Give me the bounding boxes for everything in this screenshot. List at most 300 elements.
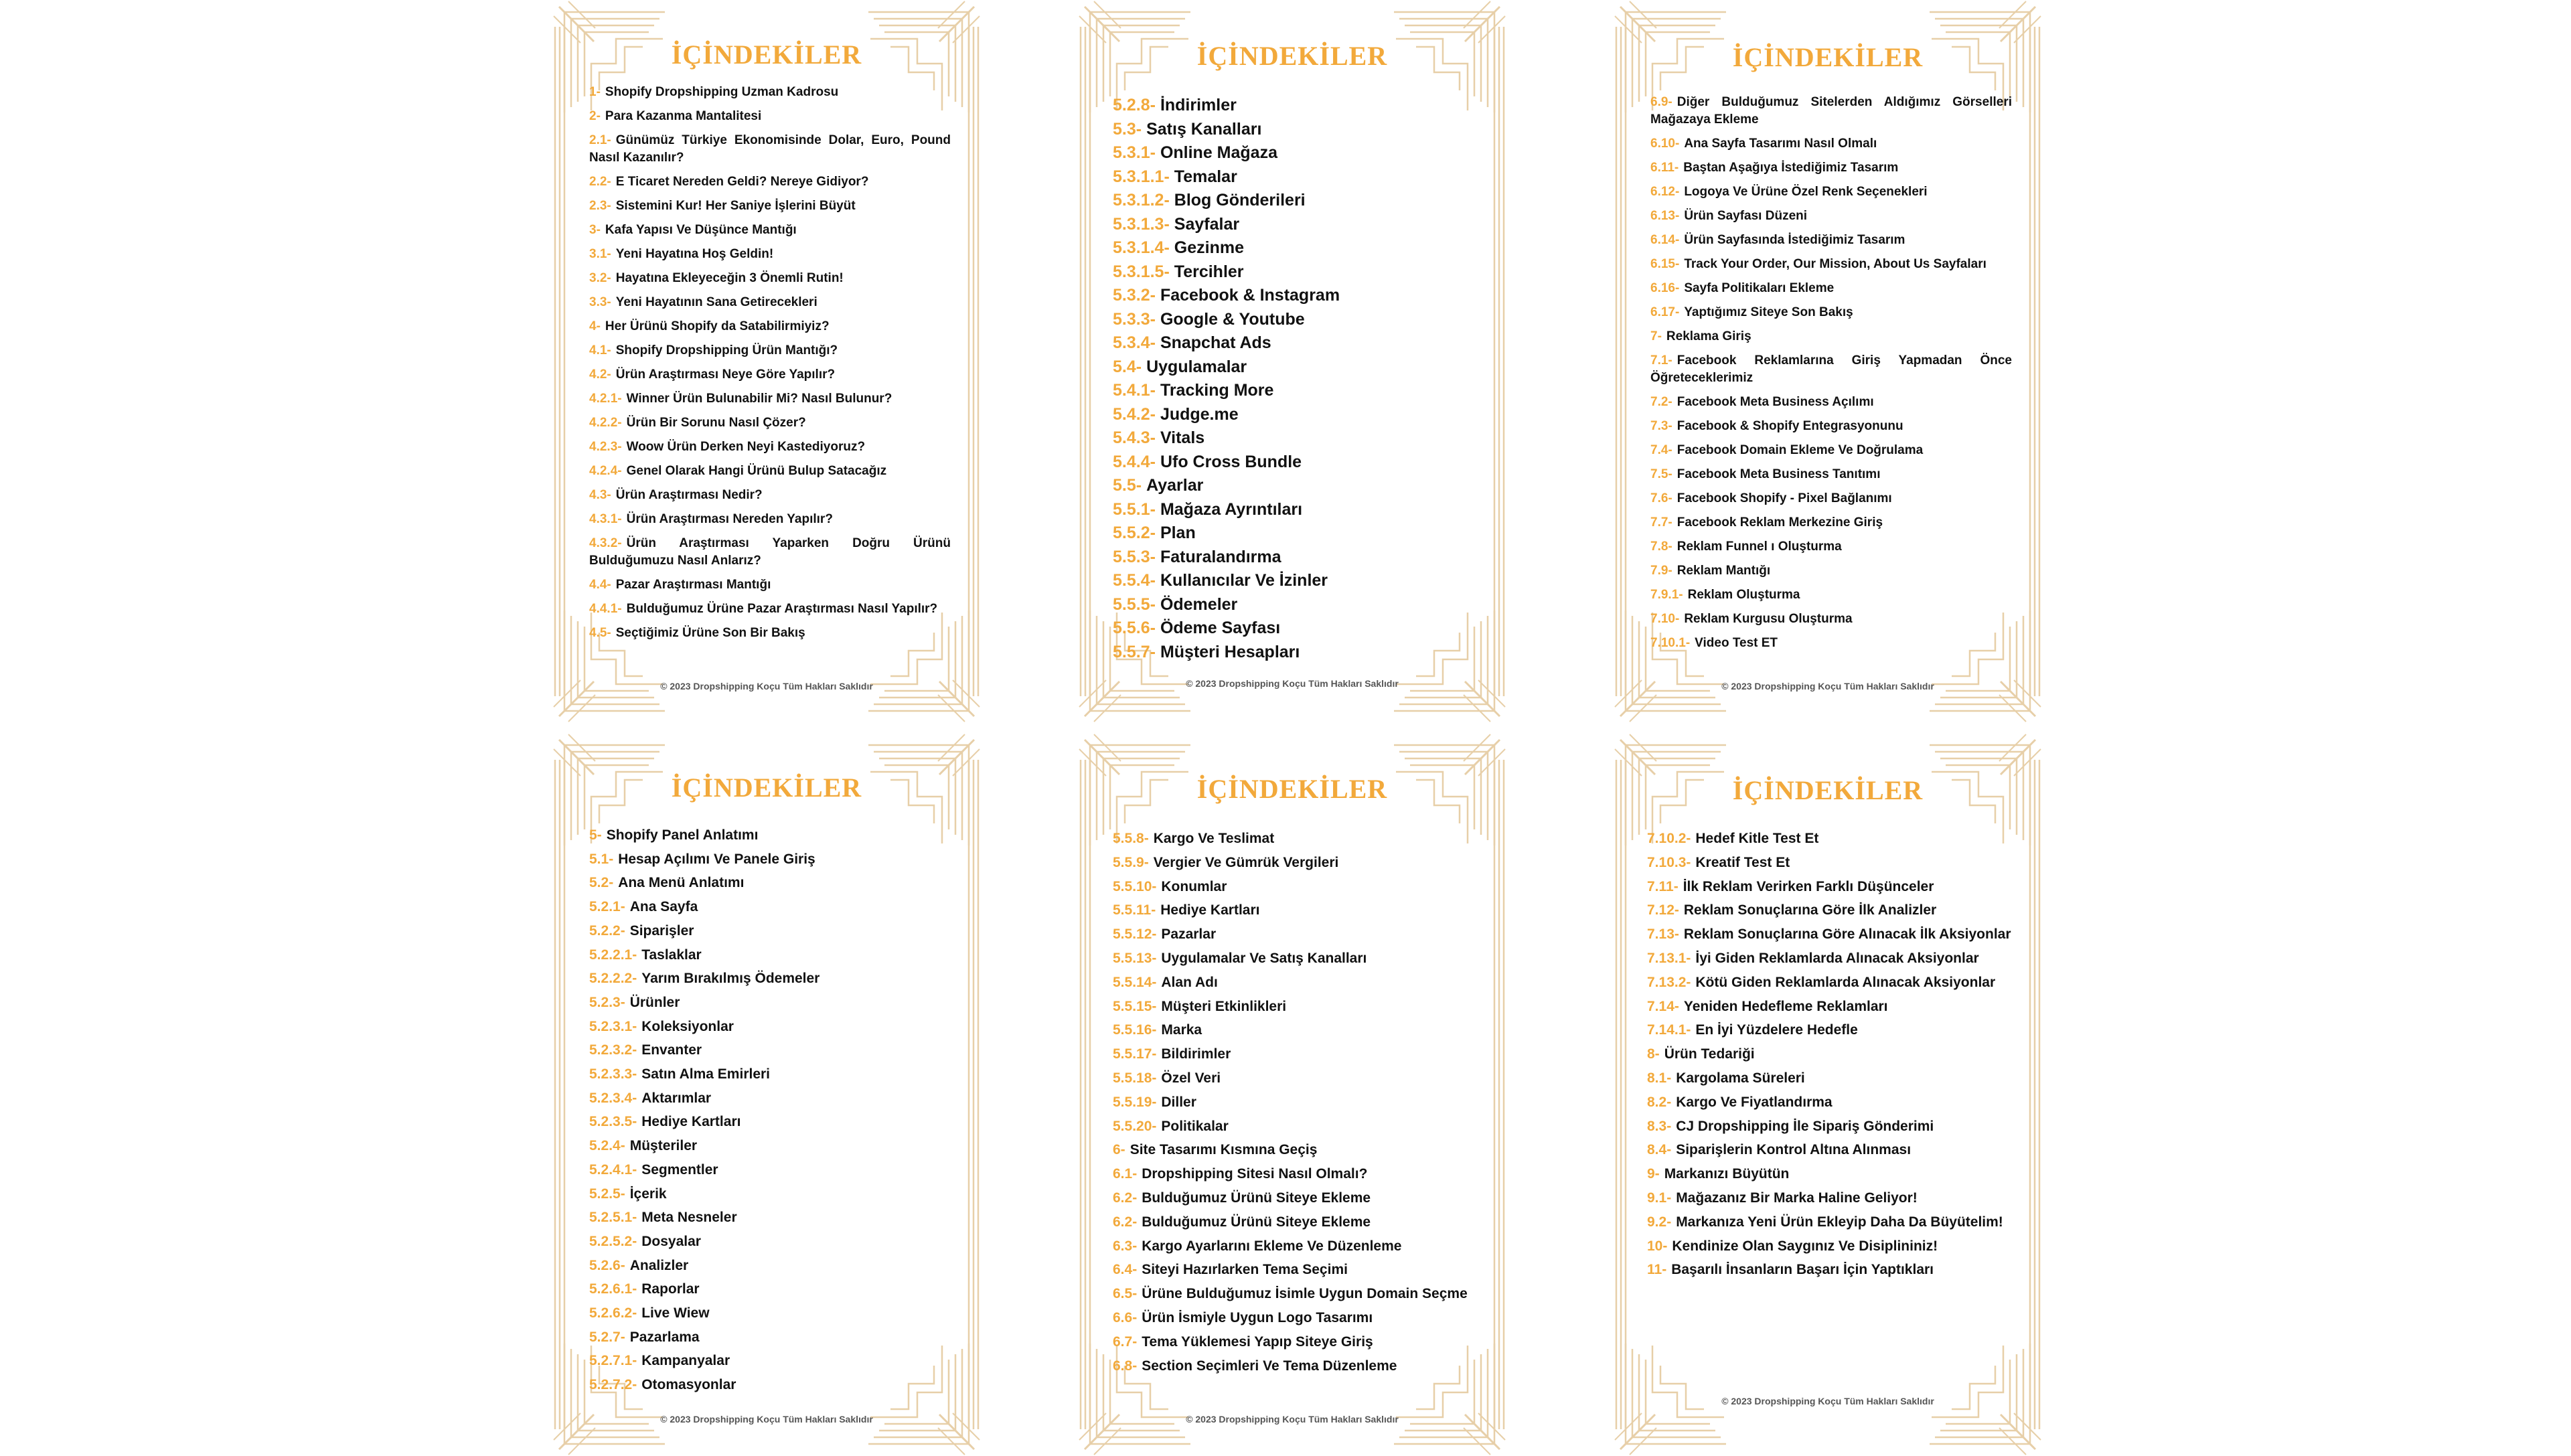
toc-entry (1650, 418, 2012, 435)
toc-entry-number: 8.2- (1647, 1094, 1672, 1110)
toc-entry-number: 2.2- (589, 175, 611, 189)
toc-entry-title: Tema Yüklemesi Yapıp Siteye Giriş (1142, 1333, 1373, 1350)
toc-entry-number: 5.5.15- (1113, 998, 1157, 1014)
toc-entry-title: E Ticaret Nereden Geldi? Nereye Gidiyor? (615, 175, 869, 189)
toc-entry-title: Ürün Tedariği (1664, 1046, 1755, 1062)
toc-entry-title: Ana Menü Anlatımı (618, 875, 745, 891)
toc-entry-title: Kargo Ayarlarını Ekleme Ve Düzenleme (1142, 1238, 1402, 1254)
toc-entry-number: 10- (1647, 1238, 1668, 1254)
toc-entry-number: 3.1- (589, 247, 611, 261)
toc-entry-number: 8.1- (1647, 1070, 1672, 1086)
toc-entry-title: Otomasyonlar (641, 1377, 736, 1393)
toc-entry (1650, 562, 2012, 580)
toc-entry (1113, 1115, 1488, 1139)
toc-entry-title: Bildirimler (1161, 1046, 1231, 1062)
toc-entry (1113, 1282, 1488, 1306)
toc-entry (1113, 1210, 1488, 1234)
toc-entry (589, 871, 951, 895)
toc-entry-number: 5.2.3.2- (589, 1042, 637, 1058)
toc-entry-title: Siparişlerin Kontrol Altına Alınması (1676, 1142, 1912, 1158)
toc-entry (1113, 94, 1474, 118)
toc-entry-number: 5.5- (1113, 476, 1142, 495)
toc-entry-title: Shopify Panel Anlatımı (606, 827, 759, 843)
toc-entry-number: 6- (1113, 1142, 1125, 1158)
toc-entry-title: Müşteriler (629, 1138, 698, 1154)
toc-entry-title: Facebook & Instagram (1160, 286, 1340, 305)
toc-entry-number: 7.1- (1650, 353, 1672, 368)
toc-list (1650, 94, 2012, 659)
contents-page (1078, 0, 1506, 723)
toc-entry-title: Mağaza Ayrıntıları (1160, 499, 1303, 519)
toc-entry-title: Google & Youtube (1160, 309, 1305, 329)
toc-entry-title: Reklam Kurgusu Oluşturma (1684, 612, 1853, 626)
toc-entry-number: 3- (589, 223, 601, 237)
toc-entry-number: 4.2- (589, 368, 611, 382)
toc-entry (1113, 331, 1474, 355)
toc-entry-title: Marka (1161, 1022, 1202, 1038)
toc-entry-number: 4.3- (589, 488, 611, 502)
toc-list (589, 84, 951, 649)
toc-entry (589, 318, 951, 335)
toc-entry (1647, 1210, 2022, 1234)
toc-entry-title: Meta Nesneler (641, 1210, 737, 1226)
toc-entry-number: 5.5.17- (1113, 1046, 1157, 1062)
toc-entry-title: Gezinme (1174, 238, 1244, 257)
toc-entry (1650, 538, 2012, 556)
toc-entry (1647, 1138, 2022, 1162)
toc-entry-title: Ayarlar (1146, 476, 1204, 495)
toc-entry-title: Kreatif Test Et (1695, 854, 1790, 870)
toc-entry-title: Vergier Ve Gümrük Vergileri (1153, 854, 1339, 870)
toc-entry-title: En İyi Yüzdelere Hedefle (1695, 1022, 1858, 1038)
toc-entry (589, 1373, 951, 1397)
copyright-footer: © 2023 Dropshipping Koçu Tüm Hakları Saklıdır (1721, 1396, 1934, 1406)
toc-entry (1650, 159, 2012, 177)
toc-entry (1647, 898, 2022, 922)
toc-entry-title: Ürün Sayfası Düzeni (1684, 209, 1808, 223)
toc-entry (1113, 947, 1488, 971)
toc-entry (1650, 232, 2012, 249)
toc-entry (1113, 1306, 1488, 1330)
toc-entry (589, 1254, 951, 1278)
toc-entry-title: Hesap Açılımı Ve Panele Giriş (618, 851, 815, 867)
toc-entry-number: 5.5.5- (1113, 594, 1156, 614)
toc-entry (1113, 1138, 1488, 1162)
toc-entry (1650, 586, 2012, 604)
toc-entry-title: Yeni Hayatına Hoş Geldin! (615, 247, 774, 261)
toc-entry-title: Politikalar (1161, 1118, 1229, 1134)
toc-entry-number: 7.7- (1650, 515, 1672, 530)
toc-entry (589, 895, 951, 919)
toc-entry (589, 625, 951, 642)
toc-entry-title: İlk Reklam Verirken Farklı Düşünceler (1683, 878, 1934, 894)
toc-entry-number: 6.5- (1113, 1286, 1138, 1302)
toc-entry-number: 7.10- (1650, 612, 1680, 626)
toc-entry-number: 7.10.3- (1647, 854, 1691, 870)
toc-entry (1113, 141, 1474, 165)
toc-entry-number: 5.3.1.4- (1113, 238, 1170, 257)
toc-entry-number: 6.11- (1650, 161, 1679, 175)
toc-entry (1113, 617, 1474, 641)
toc-entry-number: 5.3.1.3- (1113, 214, 1170, 234)
toc-entry-number: 7.8- (1650, 540, 1672, 554)
toc-entry-title: Dropshipping Sitesi Nasıl Olmalı? (1142, 1166, 1368, 1182)
toc-entry-number: 6.17- (1650, 305, 1680, 319)
toc-entry-number: 5.5.12- (1113, 926, 1157, 943)
toc-entry-title: Pazar Araştırması Mantığı (615, 578, 771, 592)
toc-entry-number: 5.5.8- (1113, 831, 1149, 846)
toc-entry-number: 7.13.2- (1647, 974, 1691, 990)
toc-entry (589, 1349, 951, 1373)
toc-entry-number: 7.9.1- (1650, 588, 1683, 602)
toc-entry-number: 5- (589, 827, 602, 843)
toc-entry-number: 5.2.3.5- (589, 1114, 637, 1130)
toc-entry (1113, 1234, 1488, 1259)
toc-entry-number: 4.1- (589, 343, 611, 357)
toc-entry (1113, 1018, 1488, 1042)
page-title: İÇİNDEKİLER (671, 39, 862, 70)
toc-entry (1113, 1162, 1488, 1186)
toc-entry-title: Track Your Order, Our Mission, About Us Sayfaları (1684, 257, 1986, 271)
toc-entry-title: Sayfa Politikaları Ekleme (1684, 281, 1835, 295)
toc-entry-title: Tracking More (1160, 381, 1274, 400)
toc-entry (589, 1086, 951, 1111)
toc-entry-number: 5.5.3- (1113, 547, 1156, 566)
toc-entry (1647, 1090, 2022, 1115)
toc-entry (1647, 947, 2022, 971)
toc-entry (589, 1277, 951, 1301)
toc-list (589, 823, 951, 1397)
toc-entry-title: Alan Adı (1161, 974, 1218, 990)
toc-entry (1650, 135, 2012, 153)
toc-entry-title: İyi Giden Reklamlarda Alınacak Aksiyonlar (1695, 950, 1979, 966)
toc-entry-number: 7.5- (1650, 467, 1672, 481)
toc-entry (589, 919, 951, 943)
toc-entry-number: 9.1- (1647, 1190, 1672, 1206)
toc-entry-title: Ana Sayfa Tasarımı Nasıl Olmalı (1684, 137, 1877, 151)
toc-entry-title: Facebook & Shopify Entegrasyonunu (1677, 419, 1903, 433)
toc-entry-title: Envanter (641, 1042, 702, 1058)
toc-entry (1647, 1018, 2022, 1042)
toc-entry-title: Analizler (629, 1257, 689, 1273)
toc-entry-title: Ürün Bir Sorunu Nasıl Çözer? (626, 416, 806, 430)
toc-entry-number: 7.6- (1650, 491, 1672, 505)
toc-entry-number: 5.3- (1113, 119, 1142, 139)
toc-entry-number: 11- (1647, 1262, 1667, 1278)
toc-entry-title: Plan (1160, 523, 1196, 542)
toc-entry-number: 4.3.2- (589, 536, 622, 550)
toc-entry-title: Pazarlama (629, 1329, 700, 1345)
toc-entry-number: 5.1- (589, 851, 614, 867)
toc-entry-number: 5.5.9- (1113, 854, 1149, 870)
toc-entry (589, 1206, 951, 1230)
toc-entry (1113, 236, 1474, 260)
toc-entry (589, 487, 951, 504)
toc-entry (1113, 474, 1474, 498)
toc-entry (1113, 403, 1474, 427)
toc-list (1113, 94, 1474, 664)
toc-entry-number: 5.2.8- (1113, 96, 1156, 114)
toc-entry-number: 5.3.1- (1113, 143, 1156, 162)
toc-entry-title: Snapchat Ads (1160, 333, 1271, 352)
toc-entry (589, 294, 951, 311)
toc-entry-number: 4.2.3- (589, 440, 622, 454)
toc-entry-number: 6.1- (1113, 1166, 1138, 1182)
toc-entry (1650, 394, 2012, 411)
page-title: İÇİNDEKİLER (1732, 42, 1924, 72)
toc-entry-number: 6.16- (1650, 281, 1680, 295)
page-title: İÇİNDEKİLER (1732, 775, 1924, 805)
toc-entry (1650, 94, 2012, 129)
toc-entry-title: Kargo Ve Fiyatlandırma (1676, 1094, 1833, 1110)
toc-entry (1113, 593, 1474, 617)
toc-entry-title: Reklam Funnel ı Oluşturma (1677, 540, 1842, 554)
toc-entry-title: Hedef Kitle Test Et (1695, 831, 1819, 846)
contents-page (552, 0, 981, 723)
toc-entry-number: 5.5.6- (1113, 619, 1156, 637)
contents-page (1614, 733, 2042, 1456)
toc-entry-title: Reklama Giriş (1666, 329, 1751, 343)
toc-entry-number: 4.2.1- (589, 392, 622, 406)
toc-entry (589, 1134, 951, 1158)
copyright-footer: © 2023 Dropshipping Koçu Tüm Hakları Saklıdır (1186, 678, 1399, 689)
toc-entry-title: Ürüne Bulduğumuz İsimle Uygun Domain Seçme (1142, 1286, 1468, 1302)
toc-entry-number: 5.5.4- (1113, 571, 1156, 590)
toc-entry (1647, 1186, 2022, 1210)
toc-entry-title: Kampanyalar (641, 1353, 730, 1369)
toc-entry-title: Hediye Kartları (1160, 902, 1260, 918)
toc-entry-number: 7.10.2- (1647, 831, 1691, 846)
toc-entry-number: 7.12- (1647, 902, 1679, 918)
toc-entry (1113, 1186, 1488, 1210)
toc-entry-number: 5.3.1.1- (1113, 167, 1170, 186)
toc-entry-title: Ana Sayfa (629, 899, 698, 915)
toc-entry-number: 9.2- (1647, 1214, 1672, 1230)
toc-entry-title: Uygulamalar Ve Satış Kanalları (1161, 950, 1367, 966)
toc-entry-number: 5.5.7- (1113, 642, 1156, 661)
toc-entry-number: 6.9- (1650, 95, 1672, 109)
toc-entry-number: 5.4.4- (1113, 452, 1156, 471)
toc-entry (589, 847, 951, 872)
toc-entry (1650, 635, 2012, 652)
toc-entry (1113, 308, 1474, 332)
toc-entry-title: Sistemini Kur! Her Saniye İşlerini Büyüt (615, 199, 856, 213)
toc-entry-title: Raporlar (641, 1281, 700, 1297)
toc-entry-title: Müşteri Etkinlikleri (1161, 998, 1287, 1014)
toc-entry-number: 7.14- (1647, 998, 1679, 1014)
toc-entry (1647, 1115, 2022, 1139)
toc-entry (1113, 898, 1488, 922)
toc-entry-number: 6.10- (1650, 137, 1680, 151)
toc-entry (1650, 208, 2012, 225)
toc-entry-title: Ürün Araştırması Yaparken Doğru Ürünü Bulduğumuzu Nasıl Anlarız? (589, 536, 951, 568)
toc-entry-title: Segmentler (641, 1161, 718, 1178)
toc-entry-number: 7.3- (1650, 419, 1672, 433)
toc-entry (1113, 284, 1474, 308)
toc-entry-title: Section Seçimleri Ve Tema Düzenleme (1142, 1358, 1397, 1374)
toc-entry-number: 5.2- (589, 875, 614, 891)
toc-entry-number: 5.2.2.2- (589, 971, 637, 987)
toc-entry-title: Müşteri Hesapları (1160, 642, 1300, 661)
toc-entry-number: 5.5.10- (1113, 878, 1157, 894)
toc-entry-number: 5.5.18- (1113, 1070, 1157, 1086)
toc-entry (589, 108, 951, 125)
toc-entry-number: 5.5.20- (1113, 1118, 1157, 1134)
toc-entry-number: 5.5.11- (1113, 902, 1156, 918)
toc-entry (589, 1325, 951, 1350)
toc-entry-title: Facebook Meta Business Açılımı (1677, 395, 1874, 409)
toc-entry-number: 3.2- (589, 271, 611, 285)
toc-entry-number: 5.5.1- (1113, 499, 1156, 519)
toc-entry (1113, 1066, 1488, 1090)
toc-entry (1113, 521, 1474, 546)
copyright-footer: © 2023 Dropshipping Koçu Tüm Hakları Saklıdır (1721, 681, 1934, 692)
toc-entry (1650, 442, 2012, 459)
toc-entry (589, 1158, 951, 1182)
toc-entry (1113, 1330, 1488, 1354)
toc-entry-number: 5.2.3- (589, 994, 625, 1010)
toc-entry-title: Mağazanız Bir Marka Haline Geliyor! (1676, 1190, 1918, 1206)
toc-entry (589, 1062, 951, 1086)
toc-entry-title: Live Wiew (641, 1305, 710, 1321)
toc-entry-number: 5.4.2- (1113, 404, 1156, 424)
toc-entry (589, 991, 951, 1015)
toc-entry (589, 600, 951, 618)
toc-entry (1647, 875, 2022, 899)
toc-entry-number: 9- (1647, 1166, 1660, 1182)
toc-entry (1113, 569, 1474, 593)
toc-entry-title: Markanızı Büyütün (1664, 1166, 1790, 1182)
page-title: İÇİNDEKİLER (1196, 774, 1388, 804)
toc-entry-title: Pazarlar (1161, 926, 1217, 943)
toc-entry-title: Özel Veri (1161, 1070, 1221, 1086)
toc-entry (1113, 851, 1488, 875)
toc-entry-number: 7.11- (1647, 878, 1679, 894)
toc-entry-title: Reklam Sonuçlarına Göre İlk Analizler (1683, 902, 1937, 918)
toc-entry (1113, 260, 1474, 285)
toc-entry (1647, 1258, 2022, 1282)
toc-entry-title: Yaptığımız Siteye Son Bakış (1684, 305, 1853, 319)
toc-entry (1647, 971, 2022, 995)
toc-entry (1647, 1234, 2022, 1259)
toc-entry-title: Ürün İsmiyle Uygun Logo Tasarımı (1142, 1309, 1373, 1325)
toc-entry (1113, 641, 1474, 665)
toc-entry (589, 132, 951, 167)
toc-entry-number: 5.5.2- (1113, 523, 1156, 542)
toc-entry (589, 390, 951, 408)
toc-entry-title: Logoya Ve Ürüne Özel Renk Seçenekleri (1684, 185, 1928, 199)
toc-entry (1113, 451, 1474, 475)
toc-entry (1113, 1090, 1488, 1115)
toc-entry-number: 2.3- (589, 199, 611, 213)
toc-entry (1650, 183, 2012, 201)
toc-entry-number: 5.5.16- (1113, 1022, 1157, 1038)
toc-entry-number: 6.13- (1650, 209, 1680, 223)
toc-entry-title: Shopify Dropshipping Uzman Kadrosu (605, 85, 839, 99)
toc-entry-number: 6.2- (1113, 1214, 1138, 1230)
toc-entry-title: Video Test ET (1695, 636, 1778, 650)
toc-entry-title: Satış Kanalları (1146, 119, 1262, 139)
toc-entry-number: 5.3.1.2- (1113, 191, 1170, 210)
toc-entry (1113, 355, 1474, 380)
toc-entry-number: 7- (1650, 329, 1662, 343)
toc-entry-title: Ürün Araştırması Nereden Yapılır? (626, 512, 833, 526)
toc-entry-title: Yarım Bırakılmış Ödemeler (641, 971, 820, 987)
toc-entry-title: Bulduğumuz Ürüne Pazar Araştırması Nasıl Yapılır? (626, 602, 938, 616)
toc-entry-title: Ufo Cross Bundle (1160, 452, 1302, 471)
toc-entry-number: 5.2.5.1- (589, 1210, 637, 1226)
toc-entry-title: Yeni Hayatının Sana Getirecekleri (615, 295, 817, 309)
toc-entry-number: 7.4- (1650, 443, 1672, 457)
toc-entry-number: 7.13- (1647, 926, 1679, 943)
toc-entry-number: 4.2.2- (589, 416, 622, 430)
toc-entry (1647, 827, 2022, 851)
toc-entry-number: 5.2.7.2- (589, 1377, 637, 1393)
page-title: İÇİNDEKİLER (1196, 41, 1388, 71)
toc-entry-title: Kendinize Olan Saygınız Ve Disiplininiz! (1672, 1238, 1938, 1254)
toc-entry-number: 5.2.5- (589, 1186, 625, 1202)
toc-entry-number: 7.9- (1650, 564, 1672, 578)
contents-page (1614, 0, 2042, 723)
toc-entry-number: 5.2.7.1- (589, 1353, 637, 1369)
toc-entry-title: Seçtiğimiz Ürüne Son Bir Bakış (615, 626, 805, 640)
toc-entry (1113, 118, 1474, 142)
toc-entry-title: Para Kazanma Mantalitesi (605, 109, 762, 123)
toc-entry-title: Reklam Oluşturma (1687, 588, 1800, 602)
toc-entry-number: 6.12- (1650, 185, 1680, 199)
toc-entry (1113, 1354, 1488, 1378)
toc-entry-title: Kafa Yapısı Ve Düşünce Mantığı (605, 223, 797, 237)
toc-entry-number: 5.2.4- (589, 1138, 625, 1154)
toc-entry (1647, 1162, 2022, 1186)
toc-entry (1113, 1258, 1488, 1282)
toc-entry (1113, 546, 1474, 570)
toc-entry (1650, 466, 2012, 483)
copyright-footer: © 2023 Dropshipping Koçu Tüm Hakları Saklıdır (1186, 1414, 1399, 1425)
toc-entry-title: Uygulamalar (1146, 357, 1247, 376)
toc-entry-number: 7.2- (1650, 395, 1672, 409)
toc-entry-title: Tercihler (1174, 262, 1244, 281)
toc-entry-number: 3.3- (589, 295, 611, 309)
toc-entry (589, 1182, 951, 1206)
toc-entry (589, 366, 951, 384)
toc-entry-number: 5.2.5.2- (589, 1233, 637, 1249)
toc-entry (1113, 498, 1474, 522)
toc-entry-number: 5.3.4- (1113, 333, 1156, 352)
toc-entry-title: Diğer Bulduğumuz Sitelerden Aldığımız Görselleri Mağazaya Ekleme (1650, 95, 2012, 127)
toc-entry-title: Online Mağaza (1160, 143, 1277, 162)
toc-entry (589, 535, 951, 570)
toc-entry-number: 5.2.6.1- (589, 1281, 637, 1297)
toc-entry-number: 4.5- (589, 626, 611, 640)
toc-entry (1113, 995, 1488, 1019)
toc-entry (589, 414, 951, 432)
toc-entry-number: 5.4.3- (1113, 428, 1156, 447)
toc-entry-number: 5.2.4.1- (589, 1161, 637, 1178)
toc-entry-number: 6.3- (1113, 1238, 1138, 1254)
toc-entry-title: Ödeme Sayfası (1160, 619, 1281, 637)
toc-entry (589, 246, 951, 263)
toc-entry-title: Baştan Aşağıya İstediğimiz Tasarım (1683, 161, 1899, 175)
toc-entry (1113, 426, 1474, 451)
toc-entry-title: Taslaklar (641, 947, 702, 963)
toc-entry-title: Kullanıcılar Ve İzinler (1160, 571, 1328, 590)
contents-page (1078, 733, 1506, 1456)
page-title: İÇİNDEKİLER (671, 773, 862, 803)
toc-entry (589, 270, 951, 287)
toc-entry-title: Hediye Kartları (641, 1114, 741, 1130)
toc-entry-number: 5.3.3- (1113, 309, 1156, 329)
